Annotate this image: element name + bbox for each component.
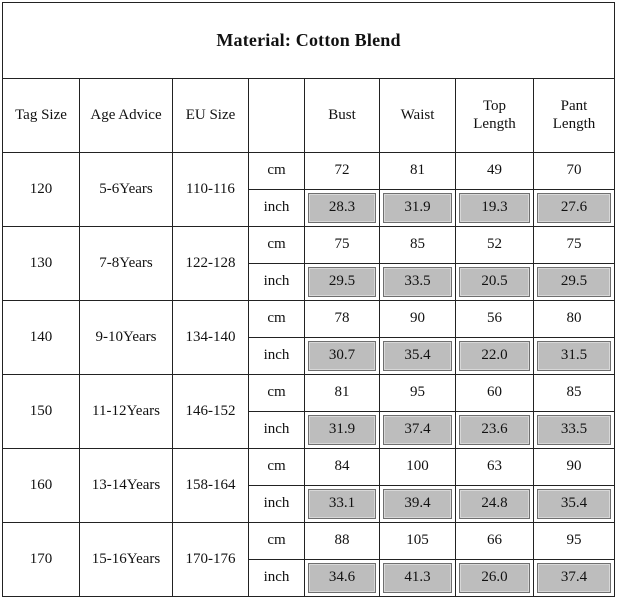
unit-inch-label: inch — [249, 560, 305, 597]
title-row — [3, 3, 615, 79]
waist-cm-value: 105 — [380, 523, 456, 560]
bust-cm-value: 75 — [305, 227, 380, 264]
eu-size-cell: 146-152 — [173, 375, 249, 449]
bust-cm-value: 84 — [305, 449, 380, 486]
pant-length-inch-value: 37.4 — [537, 563, 611, 593]
tag-size-cell: 150 — [3, 375, 80, 449]
pant-length-inch-value: 35.4 — [537, 489, 611, 519]
header-pant-length-line1: Pant — [560, 98, 588, 115]
waist-inch-cell — [380, 412, 456, 449]
top-length-inch-value: 23.6 — [459, 415, 530, 445]
unit-cm-label: cm — [249, 375, 305, 412]
bust-inch-value: 31.9 — [308, 415, 376, 445]
top-length-cm-value: 60 — [456, 375, 534, 412]
tag-size-cell: 120 — [3, 153, 80, 227]
top-length-inch-cell — [456, 560, 534, 597]
tag-size-cell: 160 — [3, 449, 80, 523]
bust-inch-cell — [305, 412, 380, 449]
top-length-inch-cell — [456, 190, 534, 227]
pant-length-cm-value: 85 — [534, 375, 615, 412]
size-chart — [2, 2, 614, 597]
bust-inch-value: 28.3 — [308, 193, 376, 223]
top-length-inch-cell — [456, 338, 534, 375]
pant-length-cm-value: 75 — [534, 227, 615, 264]
top-length-cm-value: 63 — [456, 449, 534, 486]
age-advice-cell: 15-16Years — [80, 523, 173, 597]
unit-cm-label: cm — [249, 523, 305, 560]
size-row-cm — [3, 449, 615, 486]
header-top-length-line2: Length — [473, 115, 516, 132]
top-length-inch-value: 24.8 — [459, 489, 530, 519]
bust-inch-cell — [305, 190, 380, 227]
size-row-cm — [3, 153, 615, 190]
size-row-cm — [3, 523, 615, 560]
waist-cm-value: 81 — [380, 153, 456, 190]
top-length-cm-value: 52 — [456, 227, 534, 264]
age-advice-cell: 7-8Years — [80, 227, 173, 301]
bust-inch-cell — [305, 338, 380, 375]
bust-cm-value: 78 — [305, 301, 380, 338]
bust-inch-cell — [305, 264, 380, 301]
header-top-length — [456, 79, 534, 153]
age-advice-cell: 13-14Years — [80, 449, 173, 523]
top-length-cm-value: 66 — [456, 523, 534, 560]
unit-inch-label: inch — [249, 412, 305, 449]
bust-inch-value: 34.6 — [308, 563, 376, 593]
header-tag-size: Tag Size — [3, 79, 80, 153]
unit-cm-label: cm — [249, 449, 305, 486]
top-length-inch-value: 26.0 — [459, 563, 530, 593]
header-unit — [249, 79, 305, 153]
age-advice-cell: 9-10Years — [80, 301, 173, 375]
pant-length-cm-value: 95 — [534, 523, 615, 560]
bust-inch-cell — [305, 486, 380, 523]
header-pant-length-line2: Length — [552, 115, 596, 132]
eu-size-cell: 122-128 — [173, 227, 249, 301]
waist-inch-cell — [380, 486, 456, 523]
header-bust: Bust — [305, 79, 380, 153]
pant-length-inch-cell — [534, 486, 615, 523]
pant-length-inch-cell — [534, 338, 615, 375]
pant-length-inch-cell — [534, 412, 615, 449]
header-eu-size: EU Size — [173, 79, 249, 153]
header-row — [3, 79, 615, 153]
top-length-cm-value: 56 — [456, 301, 534, 338]
table-title: Material: Cotton Blend — [3, 3, 615, 79]
waist-inch-value: 37.4 — [383, 415, 452, 445]
pant-length-inch-cell — [534, 560, 615, 597]
bust-inch-value: 33.1 — [308, 489, 376, 519]
pant-length-inch-cell — [534, 190, 615, 227]
pant-length-cm-value: 90 — [534, 449, 615, 486]
top-length-cm-value: 49 — [456, 153, 534, 190]
header-age-advice: Age Advice — [80, 79, 173, 153]
top-length-inch-cell — [456, 264, 534, 301]
bust-inch-value: 30.7 — [308, 341, 376, 371]
bust-inch-cell — [305, 560, 380, 597]
waist-inch-value: 39.4 — [383, 489, 452, 519]
size-row-cm — [3, 375, 615, 412]
pant-length-inch-value: 31.5 — [537, 341, 611, 371]
top-length-inch-value: 22.0 — [459, 341, 530, 371]
age-advice-cell: 5-6Years — [80, 153, 173, 227]
waist-cm-value: 90 — [380, 301, 456, 338]
tag-size-cell: 170 — [3, 523, 80, 597]
pant-length-cm-value: 80 — [534, 301, 615, 338]
waist-inch-value: 31.9 — [383, 193, 452, 223]
top-length-inch-cell — [456, 486, 534, 523]
waist-inch-cell — [380, 264, 456, 301]
waist-cm-value: 95 — [380, 375, 456, 412]
unit-cm-label: cm — [249, 227, 305, 264]
waist-inch-value: 33.5 — [383, 267, 452, 297]
pant-length-inch-value: 29.5 — [537, 267, 611, 297]
unit-inch-label: inch — [249, 338, 305, 375]
unit-inch-label: inch — [249, 264, 305, 301]
top-length-inch-value: 20.5 — [459, 267, 530, 297]
waist-inch-value: 35.4 — [383, 341, 452, 371]
eu-size-cell: 134-140 — [173, 301, 249, 375]
size-row-cm — [3, 227, 615, 264]
size-row-cm — [3, 301, 615, 338]
pant-length-cm-value: 70 — [534, 153, 615, 190]
waist-inch-cell — [380, 190, 456, 227]
unit-inch-label: inch — [249, 486, 305, 523]
top-length-inch-cell — [456, 412, 534, 449]
unit-cm-label: cm — [249, 153, 305, 190]
waist-inch-value: 41.3 — [383, 563, 452, 593]
pant-length-inch-value: 33.5 — [537, 415, 611, 445]
header-top-length-line1: Top — [482, 98, 507, 115]
bust-cm-value: 88 — [305, 523, 380, 560]
bust-cm-value: 81 — [305, 375, 380, 412]
tag-size-cell: 140 — [3, 301, 80, 375]
pant-length-inch-cell — [534, 264, 615, 301]
bust-inch-value: 29.5 — [308, 267, 376, 297]
eu-size-cell: 158-164 — [173, 449, 249, 523]
tag-size-cell: 130 — [3, 227, 80, 301]
unit-inch-label: inch — [249, 190, 305, 227]
waist-cm-value: 100 — [380, 449, 456, 486]
size-table — [2, 2, 615, 597]
header-waist: Waist — [380, 79, 456, 153]
pant-length-inch-value: 27.6 — [537, 193, 611, 223]
bust-cm-value: 72 — [305, 153, 380, 190]
waist-inch-cell — [380, 338, 456, 375]
eu-size-cell: 170-176 — [173, 523, 249, 597]
age-advice-cell: 11-12Years — [80, 375, 173, 449]
eu-size-cell: 110-116 — [173, 153, 249, 227]
waist-inch-cell — [380, 560, 456, 597]
unit-cm-label: cm — [249, 301, 305, 338]
waist-cm-value: 85 — [380, 227, 456, 264]
header-pant-length — [534, 79, 615, 153]
top-length-inch-value: 19.3 — [459, 193, 530, 223]
